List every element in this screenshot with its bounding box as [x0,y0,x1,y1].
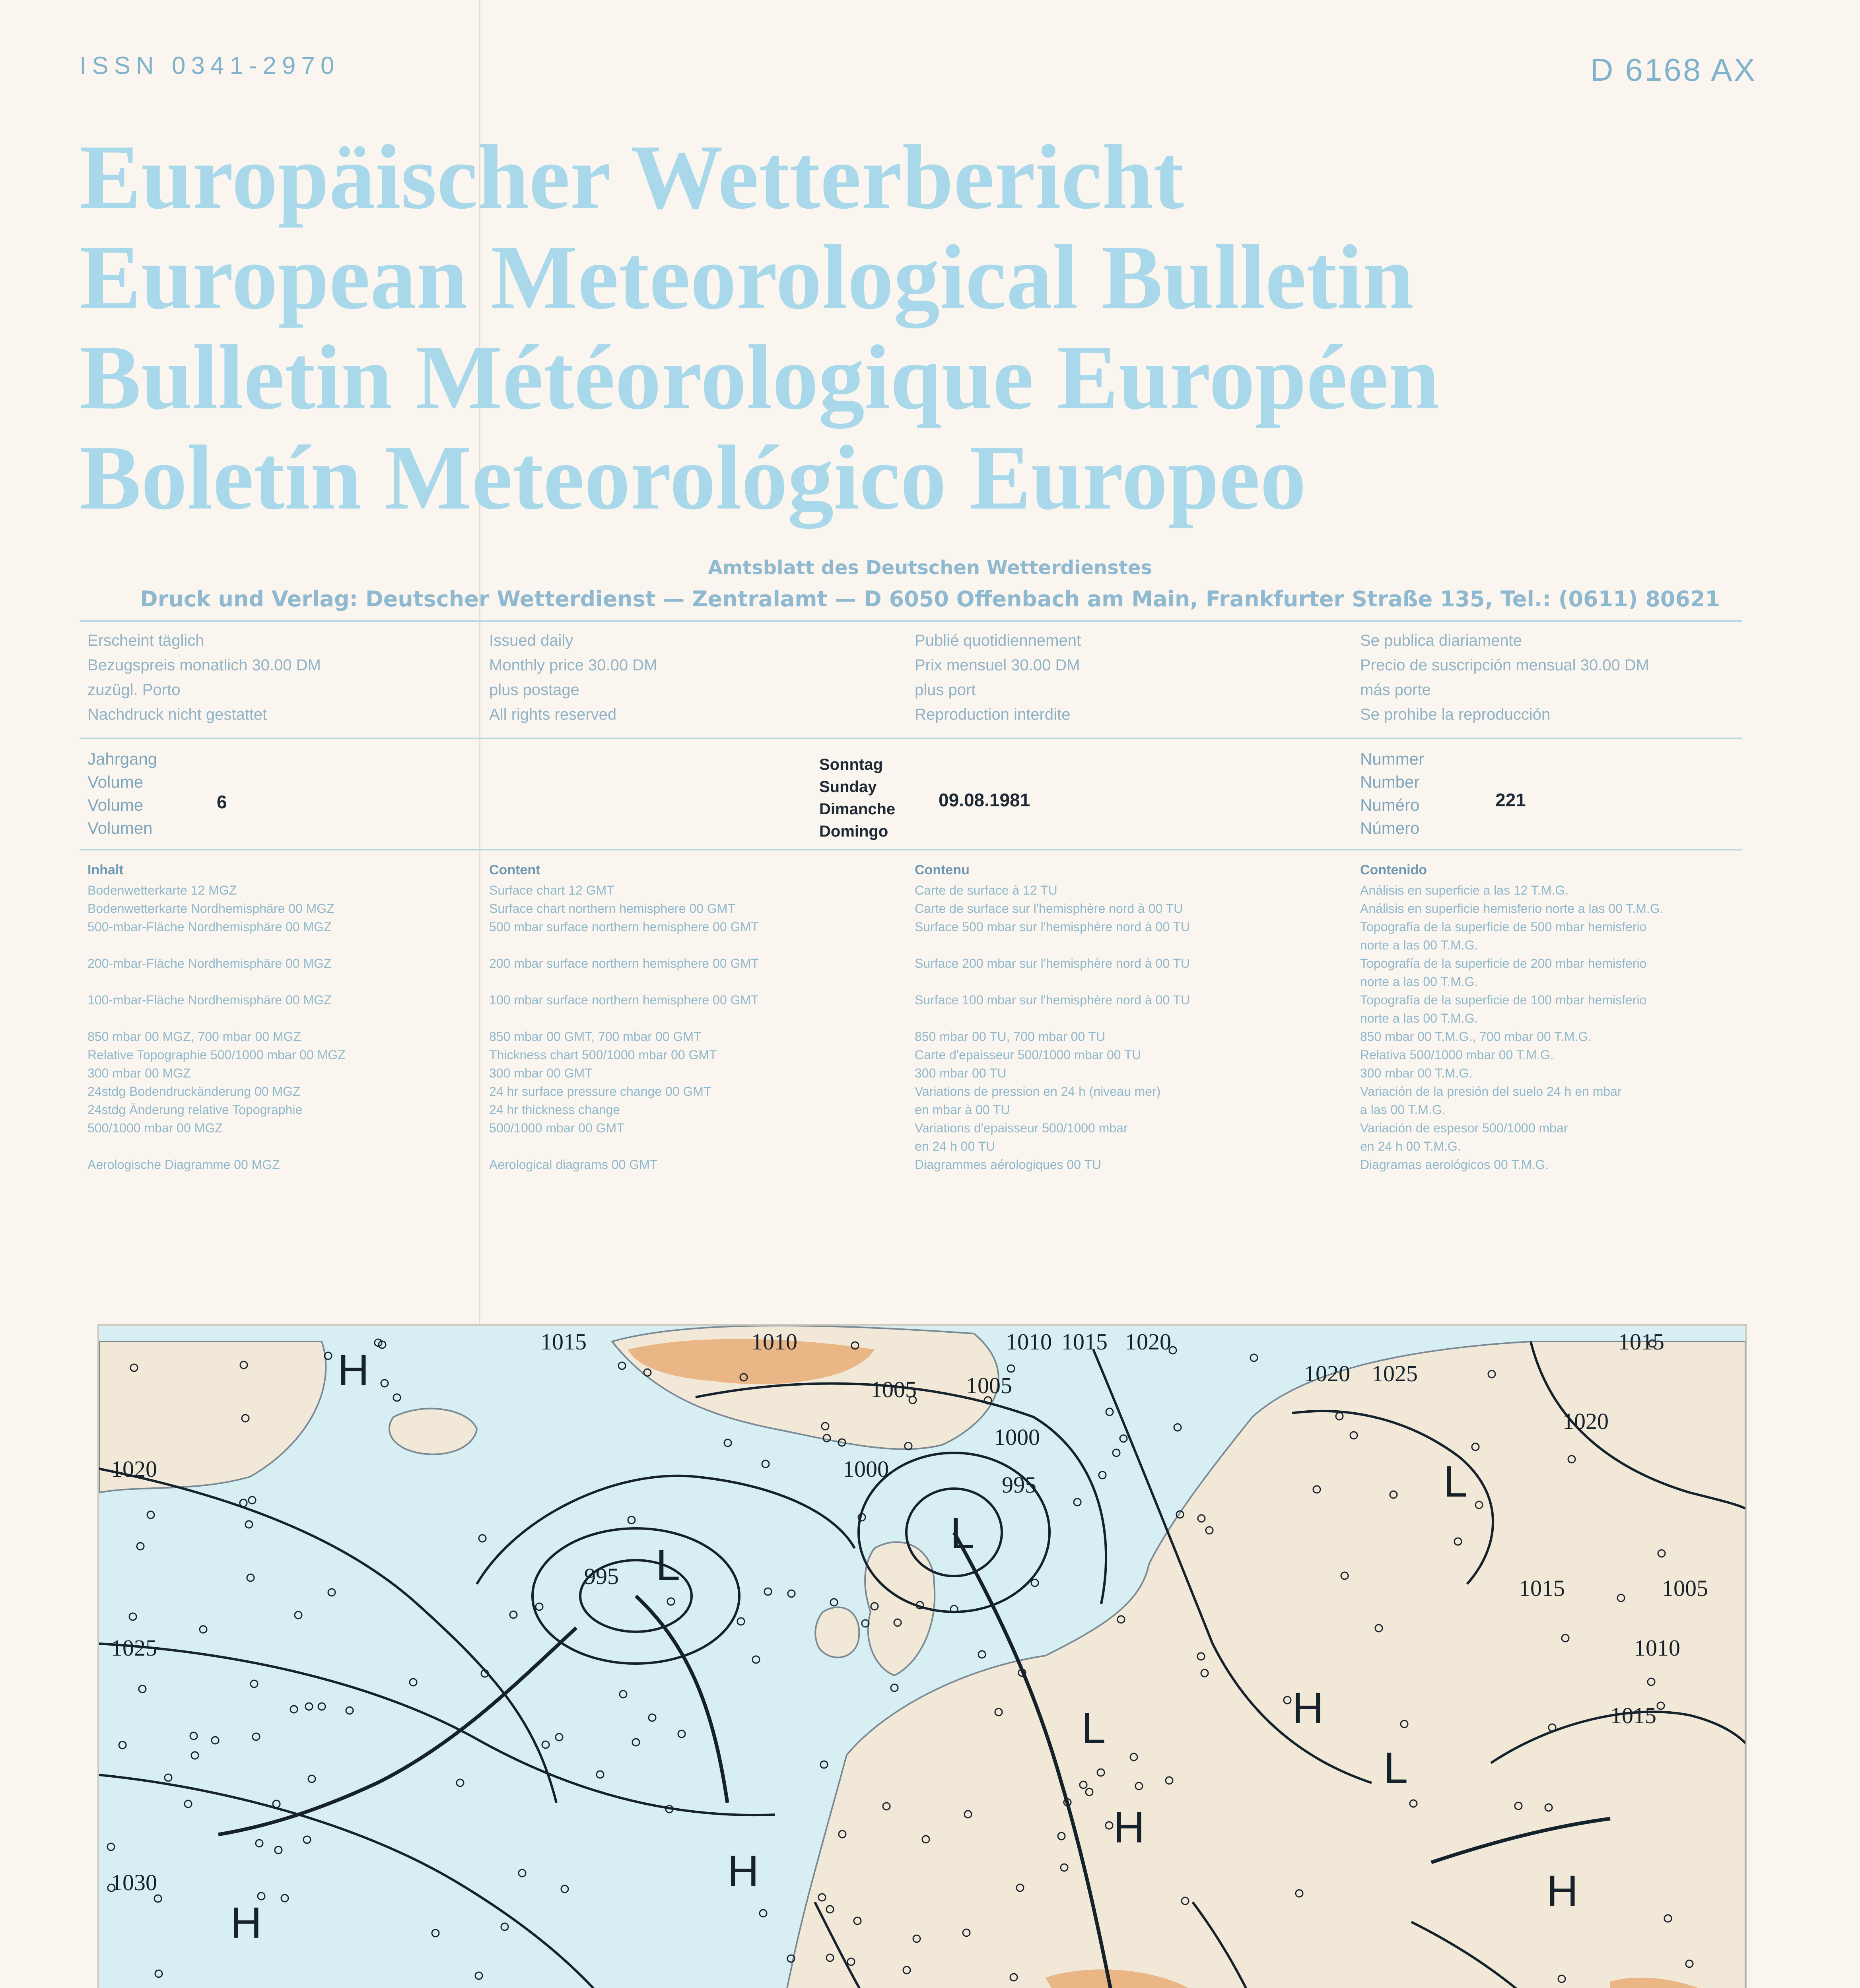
contents-item: 24stdg Bodendruckänderung 00 MGZ [87,1084,301,1099]
contents-list [1360,881,1782,1174]
issn-number: ISSN 0341-2970 [80,52,340,80]
high-pressure-center: H [1113,1803,1145,1852]
isobar-value-label: 1015 [1519,1575,1565,1601]
sub-line: Bezugspreis monatlich 30.00 DM [87,656,321,674]
contents-item: 300 mbar 00 TU [915,1066,1007,1080]
contents-item: Variations de pression en 24 h (niveau mer) [915,1084,1161,1099]
isobar-value-label: 1015 [540,1329,587,1355]
isobar-value-label: 1000 [994,1424,1040,1450]
contents-item: Topografía de la superficie de 500 mbar hemisferio [1360,920,1647,934]
contents-item: Topografía de la superficie de 200 mbar hemisferio [1360,956,1647,971]
isobar-value-label: 1005 [1662,1575,1708,1601]
number-value: 221 [1495,790,1526,810]
contents-item: 850 mbar 00 T.M.G., 700 mbar 00 T.M.G. [1360,1029,1592,1044]
contents-item: 300 mbar 00 GMT [489,1066,593,1080]
sub-line: Publié quotidiennement [915,632,1081,649]
day-label: Dimanche [819,800,896,818]
isobar-value-label: 1020 [1304,1361,1350,1386]
contents-item: 500/1000 mbar 00 MGZ [87,1121,223,1135]
contents-item: 500-mbar-Fläche Nordhemisphäre 00 MGZ [87,920,332,934]
contents-item: norte a las 00 T.M.G. [1360,938,1478,952]
isobar-value-label: 1020 [111,1456,157,1482]
issue-date: 09.08.1981 [939,790,1030,810]
day-labels [819,753,939,843]
contents-item [915,1009,1336,1027]
contents-item [489,1137,911,1155]
contents-item: norte a las 00 T.M.G. [1360,1011,1478,1025]
contents-item: 24stdg Änderung relative Topographie [87,1103,303,1117]
volume-labels [87,747,509,840]
contents-item: 500/1000 mbar 00 GMT [489,1121,624,1135]
isobar-value-label: 1025 [111,1635,157,1661]
sub-line: Se publica diariamente [1360,632,1522,649]
contents-item: 100 mbar surface northern hemisphere 00 GMT [489,993,759,1007]
contents-item: Diagrammes aérologiques 00 TU [915,1157,1101,1172]
contents-item: Aerologische Diagramme 00 MGZ [87,1157,280,1172]
volume-label: Volumen [87,819,153,837]
contents-item: 300 mbar 00 T.M.G. [1360,1066,1473,1080]
contents-list [489,881,911,1174]
contents-item: Relative Topographie 500/1000 mbar 00 MGZ [87,1048,346,1062]
contents-item: Bodenwetterkarte Nordhemisphäre 00 MGZ [87,901,334,916]
contents-item: 850 mbar 00 MGZ, 700 mbar 00 MGZ [87,1029,301,1044]
volume-label: Jahrgang [87,749,157,768]
contents-item [87,1137,509,1155]
divider [80,849,1742,850]
sub-line: plus postage [489,681,579,699]
day-label: Domingo [819,823,888,840]
contents-item: Aerological diagrams 00 GMT [489,1157,658,1172]
high-pressure-center: H [1292,1684,1324,1733]
ireland [815,1607,859,1657]
isobar-value-label: 1020 [1563,1408,1609,1434]
sub-line: Nachdruck nicht gestattet [87,706,267,723]
contents-item [489,936,911,954]
publisher-address: Druck und Verlag: Deutscher Wetterdienst — Zentralamt — D 6050 Offenbach am Main, Frankfurter Straße 135, Tel.: (0611) 80621 [140,586,1720,612]
contents-item [489,973,911,991]
contents-item [915,936,1336,954]
sub-line: Precio de suscripción mensual 30.00 DM [1360,656,1650,674]
contents-item: 200 mbar surface northern hemisphere 00 GMT [489,956,759,971]
number-labels [1360,747,1782,840]
title-english: European Meteorological Bulletin [80,226,1414,328]
isobar-value-label: 995 [584,1563,619,1589]
divider [80,738,1742,739]
isobar-value-label: 1015 [1618,1329,1664,1355]
subscription-french [915,628,1336,727]
contents-item [87,973,509,991]
contents-item: Surface 100 mbar sur l'hemisphère nord à 00 TU [915,993,1190,1007]
low-pressure-center: L [1384,1743,1408,1792]
sub-line: Monthly price 30.00 DM [489,656,657,674]
contents-german [87,859,509,1174]
number-label: Nummer [1360,749,1425,768]
contents-item: a las 00 T.M.G. [1360,1103,1446,1117]
sub-line: Reproduction interdite [915,706,1071,723]
contents-heading: Inhalt [87,862,124,878]
high-pressure-center: H [727,1847,759,1896]
subscription-german [87,628,509,727]
isobar-value-label: 1025 [1372,1361,1418,1386]
isobar-value-label: 1015 [1610,1703,1656,1728]
volume-value: 6 [217,792,227,812]
contents-item: Carte de surface sur l'hemisphère nord à 00 TU [915,901,1183,916]
day-label: Sonntag [819,756,883,773]
low-pressure-center: L [1443,1457,1468,1506]
surface-chart-map [97,1324,1747,1988]
isobar-value-label: 1020 [1125,1329,1171,1355]
contents-item: norte a las 00 T.M.G. [1360,975,1478,989]
contents-item: 850 mbar 00 GMT, 700 mbar 00 GMT [489,1029,702,1044]
sub-line: Erscheint täglich [87,632,204,649]
contents-item: Surface 500 mbar sur l'hemisphère nord à 00 TU [915,920,1190,934]
sub-line: plus port [915,681,976,699]
high-pressure-center: H [1547,1867,1578,1916]
subscription-spanish [1360,628,1782,727]
isobar-value-label: 1015 [1061,1329,1108,1355]
contents-item: 100-mbar-Fläche Nordhemisphäre 00 MGZ [87,993,332,1007]
contents-item: Variations d'epaisseur 500/1000 mbar [915,1121,1128,1135]
contents-heading: Content [489,862,540,878]
contents-item [87,1009,509,1027]
contents-item: 200-mbar-Fläche Nordhemisphäre 00 MGZ [87,956,332,971]
sub-line: más porte [1360,681,1431,699]
contents-item: Variación de la presión del suelo 24 h en mbar [1360,1084,1622,1099]
contents-item: Carte d'epaisseur 500/1000 mbar 00 TU [915,1048,1141,1062]
contents-item: Carte de surface à 12 TU [915,883,1057,897]
contents-item: 500 mbar surface northern hemisphere 00 GMT [489,920,759,934]
isobar-value-label: 1010 [751,1329,797,1355]
sub-line: Prix mensuel 30.00 DM [915,656,1080,674]
low-pressure-center: L [656,1541,680,1590]
isobar-value-label: 1005 [966,1373,1012,1398]
number-label: Número [1360,819,1420,837]
contents-item: Surface 200 mbar sur l'hemisphère nord à 00 TU [915,956,1190,971]
contents-item: Thickness chart 500/1000 mbar 00 GMT [489,1048,717,1062]
high-pressure-center: H [338,1346,369,1395]
contents-item: 850 mbar 00 TU, 700 mbar 00 TU [915,1029,1106,1044]
volume-label: Volume [87,796,144,814]
iceland [389,1409,477,1454]
isobar-value-label: 1000 [843,1456,889,1482]
contents-item: en mbar à 00 TU [915,1103,1010,1117]
isobar-value-label: 1005 [871,1376,917,1402]
title-german: Europäischer Wetterbericht [80,126,1184,228]
volume-label: Volume [87,773,144,791]
isobar-value-label: 1010 [1006,1329,1052,1355]
sub-line: Se prohibe la reproducción [1360,706,1551,723]
contents-item: en 24 h 00 T.M.G. [1360,1139,1461,1153]
low-pressure-center: L [1081,1704,1106,1753]
sub-line: All rights reserved [489,706,617,723]
contents-item [489,1009,911,1027]
contents-item: Análisis en superficie a las 12 T.M.G. [1360,883,1569,897]
contents-list [915,881,1336,1174]
contents-item: 24 hr surface pressure change 00 GMT [489,1084,711,1099]
contents-item: Relativa 500/1000 mbar 00 T.M.G. [1360,1048,1554,1062]
number-label: Numéro [1360,796,1420,814]
subscription-english [489,628,911,727]
number-label: Number [1360,773,1420,791]
contents-item: 24 hr thickness change [489,1103,620,1117]
publisher-title: Amtsblatt des Deutschen Wetterdienstes [708,557,1152,579]
contents-spanish [1360,859,1782,1174]
divider [80,620,1742,622]
contents-item [915,973,1336,991]
contents-item: 300 mbar 00 MGZ [87,1066,191,1080]
contents-heading: Contenu [915,862,970,878]
contents-item: Variación de espesor 500/1000 mbar [1360,1121,1568,1135]
postal-code: D 6168 AX [1590,52,1757,87]
contents-item [87,936,509,954]
isobar-value-label: 995 [1002,1472,1036,1498]
high-pressure-center: H [230,1899,262,1947]
contents-item: Surface chart northern hemisphere 00 GMT [489,901,735,916]
contents-item: Bodenwetterkarte 12 MGZ [87,883,237,897]
title-block [80,127,1742,528]
sub-line: zuzügl. Porto [87,681,181,699]
sub-line: Issued daily [489,632,573,649]
contents-english [489,859,911,1174]
isobar-value-label: 1030 [111,1870,157,1895]
title-french: Bulletin Météorologique Européen [80,326,1440,429]
contents-item: Diagramas aerológicos 00 T.M.G. [1360,1157,1549,1172]
contents-item: Surface chart 12 GMT [489,883,614,897]
day-label: Sunday [819,778,877,796]
contents-list [87,881,509,1174]
contents-heading: Contenido [1360,862,1427,878]
low-pressure-center: L [950,1509,975,1558]
contents-item: Topografía de la superficie de 100 mbar hemisferio [1360,993,1647,1007]
title-spanish: Boletín Meteorológico Europeo [80,427,1306,529]
contents-french [915,859,1336,1174]
isobar-value-label: 1010 [1634,1635,1680,1661]
weather-map-svg [99,1326,1745,1988]
contents-item: en 24 h 00 TU [915,1139,995,1153]
contents-item: Análisis en superficie hemisferio norte a las 00 T.M.G. [1360,901,1664,916]
